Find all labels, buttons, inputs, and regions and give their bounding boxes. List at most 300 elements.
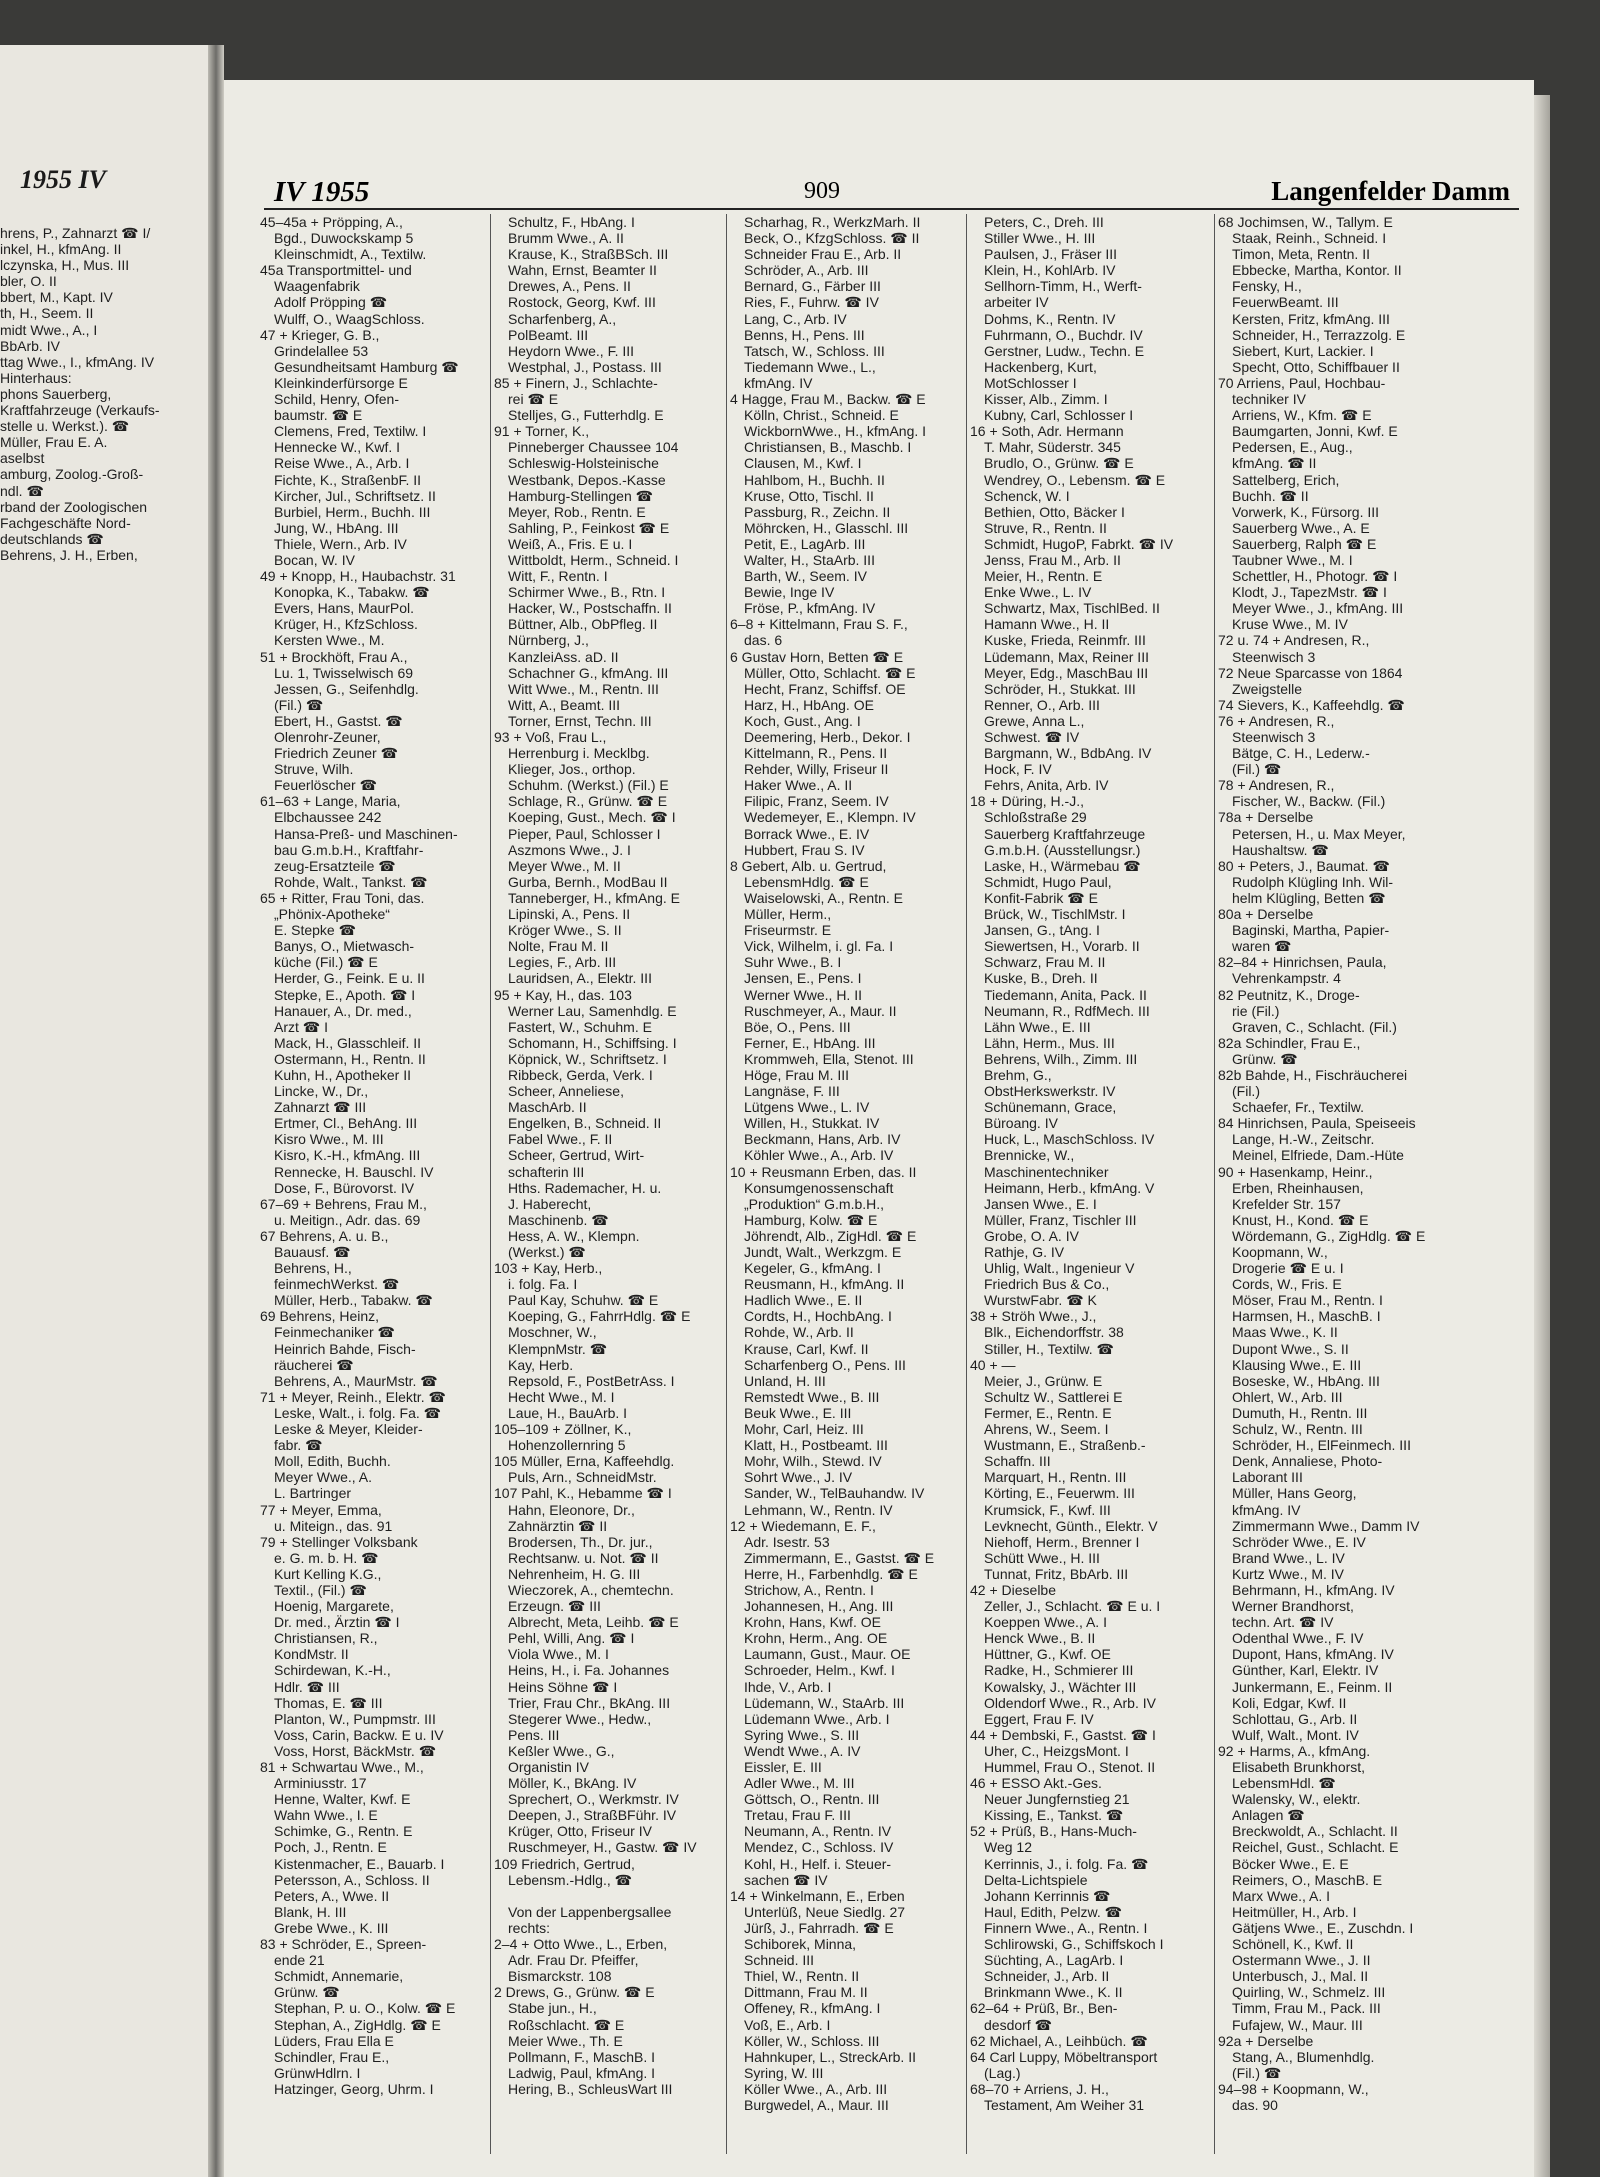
directory-entry: Wahn, Ernst, Beamter II (508, 262, 657, 279)
directory-entry: Möser, Frau M., Rentn. I (1232, 1292, 1383, 1309)
directory-entry: Lüdemann, Max, Reiner III (984, 648, 1149, 665)
directory-entry: Hansa-Preß- und Maschinen- (274, 825, 458, 842)
directory-entry: Lu. 1, Twisselwisch 69 (274, 664, 414, 681)
directory-entry: Jessen, G., Seifenhdlg. (274, 680, 419, 697)
directory-entry: Staak, Reinh., Schneid. I (1232, 230, 1387, 247)
directory-entry: Engelken, B., Schneid. II (508, 1115, 662, 1132)
directory-entry: Sahling, P., Feinkost ☎ E (508, 519, 670, 536)
directory-entry: Kruse Wwe., M. IV (1232, 616, 1348, 633)
directory-entry: Heydorn Wwe., F. III (508, 342, 635, 359)
directory-entry: Thiele, Wern., Arb. IV (274, 535, 407, 552)
directory-entry: LebensmHdl. ☎ (1232, 1775, 1336, 1792)
directory-entry: Krommweh, Ella, Stenot. III (744, 1050, 914, 1067)
directory-entry: Puls, Arn., SchneidMstr. (508, 1469, 657, 1486)
directory-entry: Ahrens, W., Seem. I (984, 1421, 1109, 1438)
directory-entry: Schirmer Wwe., B., Rtn. I (508, 584, 666, 601)
directory-entry: fabr. ☎ (274, 1437, 323, 1454)
directory-entry: Kircher, Jul., Schriftsetz. II (274, 487, 436, 504)
directory-entry: 92 + Harms, A., kfmAng. (1218, 1742, 1371, 1759)
directory-entry: das. 90 (1232, 2096, 1278, 2113)
directory-entry: Ertmer, Cl., BehAng. III (274, 1115, 418, 1132)
directory-entry: Hohenzollernring 5 (508, 1437, 626, 1454)
directory-entry: Uhlig, Walt., Ingenieur V (984, 1260, 1135, 1277)
directory-entry: Möller, K., BkAng. IV (508, 1775, 637, 1792)
directory-entry: Werner Brandhorst, (1232, 1598, 1354, 1615)
directory-entry: Henck Wwe., B. II (984, 1630, 1096, 1647)
directory-entry: 49 + Knopp, H., Haubachstr. 31 (260, 568, 456, 585)
column-divider (966, 214, 967, 2154)
left-page-entry: Behrens, J. H., Erben, (0, 546, 138, 563)
directory-entry: Rathje, G. IV (984, 1244, 1065, 1260)
directory-entry: Grewe, Anna L., (984, 712, 1085, 729)
directory-entry: Kistenmacher, E., Bauarb. I (274, 1855, 445, 1872)
directory-entry: 91 + Torner, K., (494, 423, 590, 440)
header-rule (264, 208, 1519, 210)
directory-entry: Möhrcken, H., Glasschl. III (744, 519, 909, 536)
directory-entry: Blank, H. III (274, 1903, 347, 1920)
directory-entry: Unterbusch, J., Mal. II (1232, 1968, 1369, 1985)
directory-entry: Ebbecke, Martha, Kontor. II (1232, 262, 1402, 279)
directory-entry: Kurt Kelling K.G., (274, 1565, 382, 1582)
directory-entry: Niehoff, Herm., Brenner I (984, 1533, 1140, 1550)
directory-entry: Moschner, W., (508, 1324, 597, 1341)
directory-entry: Wendt Wwe., A. IV (744, 1742, 861, 1759)
directory-entry: „Phönix-Apotheke“ (274, 906, 390, 923)
directory-entry: Pollmann, F., MaschB. I (508, 2048, 656, 2065)
directory-entry: 68 Jochimsen, W., Tallym. E (1218, 214, 1393, 230)
directory-entry: J. Haberecht, (508, 1195, 592, 1212)
directory-entry: Kruse, Otto, Tischl. II (744, 487, 874, 504)
directory-entry: 90 + Hasenkamp, Heinr., (1218, 1163, 1373, 1180)
directory-entry: Reimers, O., MaschB. E (1232, 1871, 1383, 1888)
directory-entry: Koeping, Gust., Mech. ☎ I (508, 809, 676, 826)
directory-entry: 83 + Schröder, E., Spreen- (260, 1936, 427, 1953)
directory-entry: Roßschlacht. ☎ E (508, 2016, 625, 2033)
directory-entry: Tiedemann, Anita, Pack. II (984, 986, 1147, 1003)
directory-entry: Passburg, R., Zeichn. II (744, 503, 891, 520)
directory-entry: Vick, Wilhelm, i. gl. Fa. I (744, 938, 894, 955)
directory-entry: Krohn, Herm., Ang. OE (744, 1630, 888, 1647)
directory-entry: Krefelder Str. 157 (1232, 1195, 1341, 1212)
directory-entry: Rechtsanw. u. Not. ☎ II (508, 1549, 659, 1566)
directory-entry: Meyer Wwe., A. (274, 1469, 373, 1486)
directory-entry: ObstHerkswerkstr. IV (984, 1083, 1116, 1100)
directory-entry: Lauridsen, A., Elektr. III (508, 970, 652, 987)
directory-entry: Voß, E., Arb. I (744, 2016, 831, 2033)
directory-entry: Ostermann Wwe., J. II (1232, 1952, 1371, 1969)
directory-entry: Tunnat, Fritz, BbArb. III (984, 1565, 1129, 1582)
directory-entry: (Fil.) ☎ (1232, 761, 1282, 778)
directory-entry: Timon, Meta, Rentn. II (1232, 246, 1370, 263)
directory-entry: 93 + Voß, Frau L., (494, 729, 607, 745)
directory-entry: Schultz W., Sattlerei E (984, 1388, 1123, 1405)
directory-entry: Hahn, Eleonore, Dr., (508, 1501, 635, 1518)
column-divider (726, 214, 727, 2154)
directory-entry: 82–84 + Hinrichsen, Paula, (1218, 954, 1387, 971)
directory-entry: Krüger, H., KfzSchloss. (274, 616, 418, 633)
directory-entry: Hacker, W., Postschaffn. II (508, 600, 672, 617)
directory-entry: 44 + Dembski, F., Gastst. ☎ I (970, 1726, 1156, 1743)
directory-entry: Weg 12 (984, 1839, 1032, 1856)
directory-entry: Johannesen, H., Ang. III (744, 1598, 894, 1615)
directory-entry: Laumann, Gust., Maur. OE (744, 1646, 911, 1663)
directory-entry: 62–64 + Prüß, Br., Ben- (970, 2000, 1118, 2017)
directory-entry: Aszmons Wwe., J. I (508, 841, 631, 858)
directory-entry: 72 u. 74 + Andresen, R., (1218, 632, 1370, 649)
directory-entry: Peters, A., Wwe. II (274, 1887, 390, 1904)
directory-entry: Hock, F. IV (984, 761, 1052, 778)
directory-entry: Herre, H., Farbenhdlg. ☎ E (744, 1565, 918, 1582)
page-header (224, 172, 1534, 208)
directory-entry: Beck, O., KfzgSchloss. ☎ II (744, 230, 920, 247)
directory-entry: „Produktion“ G.m.b.H., (744, 1195, 885, 1212)
directory-entry: Hahnkuper, L., StreckArb. II (744, 2048, 916, 2065)
left-page-entry: aselbst (0, 450, 45, 467)
directory-entry: kfmAng. IV (1232, 1501, 1301, 1518)
directory-entry: Steenwisch 3 (1232, 729, 1316, 745)
directory-entry: Suhr Wwe., B. I (744, 954, 842, 971)
directory-entry: Bewie, Inge IV (744, 584, 835, 601)
column-divider (1214, 214, 1215, 2154)
directory-entry: Kisro Wwe., M. III (274, 1131, 384, 1148)
directory-entry: Witt, F., Rentn. I (508, 568, 608, 585)
directory-entry: Jürß, J., Fahrradh. ☎ E (744, 1919, 894, 1936)
directory-entry: Harmsen, H., MaschB. I (1232, 1308, 1381, 1325)
directory-entry: Mohr, Wilh., Stewd. IV (744, 1453, 882, 1470)
directory-entry: Hdlr. ☎ III (274, 1678, 340, 1695)
directory-entry: Taubner Wwe., M. I (1232, 551, 1353, 568)
directory-entry: Jansen Wwe., E. I (984, 1195, 1097, 1212)
directory-entry: Cords, W., Fris. E (1232, 1276, 1342, 1293)
left-page-entry: Kraftfahrzeuge (Verkaufs- (0, 402, 160, 419)
directory-entry: Henne, Walter, Kwf. E (274, 1791, 411, 1808)
left-page-entry: midt Wwe., A., I (0, 321, 98, 338)
directory-entry: Fröse, P., kfmAng. IV (744, 600, 876, 617)
directory-entry: Unland, H. III (744, 1372, 826, 1389)
directory-entry: Vehrenkampstr. 4 (1232, 970, 1341, 987)
directory-entry: Fensky, H., (1232, 278, 1302, 295)
directory-entry: Grobe, O. A. IV (984, 1227, 1079, 1244)
directory-entry: kfmAng. ☎ II (1232, 455, 1317, 472)
directory-entry: 72 Neue Sparcasse von 1864 (1218, 664, 1403, 681)
directory-entry: Petersen, H., u. Max Meyer, (1232, 825, 1406, 842)
directory-entry: Torner, Ernst, Techn. III (508, 712, 652, 729)
directory-entry: Reichel, Gust., Schlacht. E (1232, 1839, 1399, 1856)
directory-entry: Klausing Wwe., E. III (1232, 1356, 1362, 1373)
left-page-entry: bbert, M., Kapt. IV (0, 289, 113, 306)
directory-entry: Sprechert, O., Werkmstr. IV (508, 1791, 679, 1808)
directory-entry: 78a + Derselbe (1218, 809, 1314, 826)
directory-entry: 62 Michael, A., Leihbüch. ☎ (970, 2032, 1148, 2049)
directory-entry: Beckmann, Hans, Arb. IV (744, 1131, 901, 1148)
directory-entry: Zahnarzt ☎ III (274, 1099, 367, 1116)
directory-entry: Peters, C., Dreh. III (984, 214, 1104, 230)
directory-entry: (Fil.) (1232, 1083, 1260, 1100)
directory-entry: Von der Lappenbergsallee (508, 1903, 672, 1920)
directory-entry: Wahn Wwe., I. E (274, 1807, 378, 1824)
directory-entry: rechts: (508, 1919, 551, 1936)
directory-entry: Schloßstraße 29 (984, 809, 1087, 826)
directory-entry: Kuhn, H., Apotheker II (274, 1066, 411, 1083)
directory-entry: Schenck, W. I (984, 487, 1070, 504)
directory-entry: Schomann, H., Schiffsing. I (508, 1034, 677, 1051)
directory-entry: Unterlüß, Neue Siedlg. 27 (744, 1903, 906, 1920)
directory-entry: Schulz, W., Rentn. III (1232, 1421, 1363, 1438)
directory-entry: Kisro, K.-H., kfmAng. III (274, 1147, 421, 1164)
directory-entry: Bgd., Duwockskamp 5 (274, 230, 414, 247)
directory-entry: Delta-Lichtspiele (984, 1871, 1088, 1888)
directory-entry: Brehm, G., (984, 1066, 1052, 1083)
directory-entry: Witt, A., Beamt. III (508, 696, 621, 713)
directory-entry: Pens. III (508, 1726, 560, 1743)
directory-entry: Hering, B., SchleusWart III (508, 2080, 673, 2097)
directory-entry: Heinrich Bahde, Fisch- (274, 1340, 416, 1357)
directory-entry: Syring Wwe., S. III (744, 1726, 860, 1743)
directory-entry: Christiansen, B., Maschb. I (744, 439, 912, 456)
directory-entry: 82a Schindler, Frau E., (1218, 1034, 1361, 1051)
directory-entry: Stegerer Wwe., Hedw., (508, 1710, 652, 1727)
directory-entry: Burbiel, Herm., Buchh. III (274, 503, 431, 520)
directory-entry: 42 + Dieselbe (970, 1581, 1057, 1598)
directory-entry: L. Bartringer (274, 1485, 352, 1502)
directory-entry: Ruschmeyer, A., Maur. II (744, 1002, 897, 1019)
directory-entry: techniker IV (1232, 391, 1306, 408)
directory-entry: Schütt Wwe., H. III (984, 1549, 1100, 1566)
directory-entry: Blk., Eichendorffstr. 38 (984, 1324, 1124, 1341)
directory-entry: Drogerie ☎ E u. I (1232, 1260, 1344, 1277)
directory-entry: Baginski, Martha, Papier- (1232, 922, 1390, 939)
directory-entry: Rohde, Walt., Tankst. ☎ (274, 873, 428, 890)
directory-entry: 10 + Reusmann Erben, das. II (730, 1163, 917, 1180)
directory-entry: Hadlich Wwe., E. II (744, 1292, 863, 1309)
directory-entry: Struve, R., Rentn. II (984, 519, 1107, 536)
left-page (0, 45, 208, 2177)
left-page-entry: hrens, P., Zahnarzt ☎ I/ (0, 225, 151, 241)
directory-entry: Cordts, H., HochbAng. I (744, 1308, 892, 1325)
directory-entry: Oldendorf Wwe., R., Arb. IV (984, 1694, 1156, 1711)
directory-entry: Baumgarten, Jonni, Kwf. E (1232, 423, 1398, 440)
directory-entry: Laue, H., BauArb. I (508, 1404, 628, 1421)
directory-entry: Böcker Wwe., E. E (1232, 1855, 1349, 1872)
directory-entry: Müller, Hans Georg, (1232, 1485, 1357, 1502)
directory-entry: Schild, Henry, Ofen- (274, 391, 400, 408)
directory-entry: Kittelmann, R., Pens. II (744, 745, 888, 762)
directory-entry: Hamburg-Stellingen ☎ (508, 487, 654, 504)
directory-entry: Neumann, A., Rentn. IV (744, 1823, 892, 1840)
directory-entry: Haker Wwe., A. II (744, 777, 853, 794)
directory-entry: Hoenig, Margarete, (274, 1598, 394, 1615)
directory-entry: Jansen, G., tAng. I (984, 922, 1100, 939)
directory-entry: Schlage, R., Grünw. ☎ E (508, 793, 668, 810)
directory-entry: Lütgens Wwe., L. IV (744, 1099, 870, 1116)
directory-entry: Nürnberg, J., (508, 632, 589, 649)
directory-entry: Hummel, Frau O., Stenot. II (984, 1759, 1156, 1775)
directory-entry: 40 + — (970, 1356, 1016, 1373)
directory-entry: Wulff, O., WaagSchloss. (274, 310, 425, 327)
directory-entry: Schettler, H., Photogr. ☎ I (1232, 568, 1398, 585)
directory-entry: Friedrich Bus & Co., (984, 1276, 1110, 1293)
directory-entry: Fastert, W., Schuhm. E (508, 1018, 652, 1035)
directory-entry: Planton, W., Pumpmstr. III (274, 1710, 436, 1727)
directory-entry: 45–45a + Pröpping, A., (260, 214, 403, 230)
directory-entry: Dupont, Hans, kfmAng. IV (1232, 1646, 1394, 1663)
directory-entry: Jöhrendt, Alb., ZigHdl. ☎ E (744, 1227, 917, 1244)
directory-entry: Bethien, Otto, Bäcker I (984, 503, 1125, 520)
directory-entry: Kleinschmidt, A., Textilw. (274, 246, 427, 263)
directory-entry: Krumsick, F., Kwf. III (984, 1501, 1111, 1518)
directory-entry: WurstwFabr. ☎ K (984, 1292, 1097, 1309)
directory-entry: Konopka, K., Tabakw. ☎ (274, 584, 430, 601)
directory-entry: Rudolph Klügling Inh. Wil- (1232, 873, 1394, 890)
directory-entry: Herrenburg i. Mecklbg. (508, 745, 650, 762)
directory-entry: i. folg. Fa. I (508, 1276, 578, 1293)
directory-entry: Koopmann, W., (1232, 1244, 1328, 1260)
directory-entry: Adler Wwe., M. III (744, 1775, 855, 1792)
directory-entry: Kurtz Wwe., M. IV (1232, 1565, 1345, 1582)
directory-entry: Müller, Herm., (744, 906, 832, 923)
directory-entry: Uher, C., HeizgsMont. I (984, 1742, 1129, 1759)
directory-entry: Adr. Frau Dr. Pfeiffer, (508, 1952, 639, 1969)
directory-entry: 107 Pahl, K., Hebamme ☎ I (494, 1485, 672, 1502)
directory-entry: Fehrs, Anita, Arb. IV (984, 777, 1109, 794)
book-gutter (208, 45, 224, 2177)
right-page (224, 80, 1534, 2177)
directory-entry: 71 + Meyer, Reinh., Elektr. ☎ (260, 1388, 446, 1405)
directory-entry: Hess, A. W., Klempn. (508, 1227, 640, 1244)
directory-entry: 67–69 + Behrens, Frau M., (260, 1195, 427, 1212)
directory-entry: Olenrohr-Zeuner, (274, 729, 381, 745)
directory-entry: Willen, H., Stukkat. IV (744, 1115, 880, 1132)
directory-entry: 68–70 + Arriens, J. H., (970, 2080, 1109, 2097)
directory-entry: Brumm Wwe., A. II (508, 230, 624, 247)
directory-entry: Müller, Franz, Tischler III (984, 1211, 1137, 1228)
directory-entry: T. Mahr, Süderstr. 345 (984, 439, 1121, 456)
directory-entry: Pehl, Willi, Ang. ☎ I (508, 1630, 635, 1647)
directory-entry: Benns, H., Pens. III (744, 326, 865, 343)
directory-entry: Krause, Carl, Kwf. II (744, 1340, 869, 1357)
directory-entry: Schimke, G., Rentn. E (274, 1823, 413, 1840)
directory-entry: Maschinentechniker (984, 1163, 1109, 1180)
directory-entry: 109 Friedrich, Gertrud, (494, 1855, 635, 1872)
directory-entry: 12 + Wiedemann, E. F., (730, 1517, 876, 1534)
directory-entry: Dumuth, H., Rentn. III (1232, 1404, 1368, 1421)
directory-entry: Böe, O., Pens. III (744, 1018, 851, 1035)
directory-entry: Enke Wwe., L. IV (984, 584, 1092, 601)
directory-entry: Graven, C., Schlacht. (Fil.) (1232, 1018, 1397, 1035)
directory-entry: Petersson, A., Schloss. II (274, 1871, 430, 1888)
directory-entry: Kuske, B., Dreh. II (984, 970, 1098, 987)
directory-entry: Sattelberg, Erich, (1232, 471, 1340, 488)
directory-entry: 51 + Brockhöft, Frau A., (260, 648, 408, 665)
directory-entry: Dupont Wwe., S. II (1232, 1340, 1349, 1357)
directory-entry: Süchting, A., LagArb. I (984, 1952, 1124, 1969)
directory-entry: Sander, W., TelBauhandw. IV (744, 1485, 925, 1502)
directory-entry: Reusmann, H., kfmAng. II (744, 1276, 905, 1293)
directory-entry: Zweigstelle (1232, 680, 1303, 697)
directory-entry: Scharfenberg, A., (508, 310, 617, 327)
directory-entry: e. G. m. b. H. ☎ (274, 1549, 379, 1566)
directory-entry: Organistin IV (508, 1759, 589, 1775)
directory-entry: Adolf Pröpping ☎ (274, 294, 388, 311)
directory-entry: Schleswig-Holsteinische (508, 455, 659, 472)
directory-entry: 76 + Andresen, R., (1218, 712, 1335, 729)
directory-entry: Neumann, R., RdfMech. III (984, 1002, 1150, 1019)
directory-entry: Hecht, Franz, Schiffsf. OE (744, 680, 906, 697)
directory-entry: Clausen, M., Kwf. I (744, 455, 862, 472)
directory-entry: u. Meitign., Adr. das. 69 (274, 1211, 421, 1228)
directory-entry: Schröder, A., Arb. III (744, 262, 869, 279)
directory-entry: Eissler, E. III (744, 1759, 822, 1775)
directory-entry: 4 Hagge, Frau M., Backw. ☎ E (730, 391, 926, 408)
directory-entry: Leske, Walt., i. folg. Fa. ☎ (274, 1404, 442, 1421)
directory-entry: Timm, Frau M., Pack. III (1232, 2000, 1381, 2017)
directory-entry: Arminiusstr. 17 (274, 1775, 367, 1792)
directory-entry: Stabe jun., H., (508, 2000, 597, 2017)
directory-entry: Schaefer, Fr., Textilw. (1232, 1099, 1365, 1116)
directory-entry: Heins Söhne ☎ I (508, 1678, 618, 1695)
left-page-entry: lczynska, H., Mus. III (0, 257, 130, 274)
directory-entry: Nolte, Frau M. II (508, 938, 609, 955)
directory-entry: ende 21 (274, 1952, 325, 1969)
directory-entry: 80 + Peters, J., Baumat. ☎ (1218, 857, 1390, 874)
directory-entry: Wustmann, E., Straßenb.- (984, 1437, 1146, 1454)
directory-entry: Lebensm.-Hdlg., ☎ (508, 1871, 633, 1888)
directory-entry: Meier, J., Grünw. E (984, 1372, 1103, 1389)
directory-entry: 46 + ESSO Akt.-Ges. (970, 1775, 1102, 1792)
directory-entry: Dohms, K., Rentn. IV (984, 310, 1116, 327)
directory-entry: Hamburg, Kolw. ☎ E (744, 1211, 878, 1228)
directory-entry: Offeney, R., kfmAng. I (744, 2000, 881, 2017)
directory-entry: Schindler, Frau E., (274, 2048, 390, 2065)
directory-entry: Koeping, G., FahrrHdlg. ☎ E (508, 1308, 691, 1325)
directory-column-5 (1218, 214, 1518, 2113)
directory-entry: PolBeamt. III (508, 326, 589, 343)
directory-entry: Borrack Wwe., E. IV (744, 825, 870, 842)
directory-entry: Lüdemann, W., StaArb. III (744, 1694, 905, 1711)
directory-entry: Strichow, A., Rentn. I (744, 1581, 874, 1598)
directory-entry: Kisser, Alb., Zimm. I (984, 391, 1108, 408)
left-page-entry: Müller, Frau E. A. (0, 434, 108, 451)
directory-entry: Hackenberg, Kurt, (984, 358, 1097, 375)
directory-entry: Friseurmstr. E (744, 922, 832, 939)
directory-entry: Schirdewan, K.-H., (274, 1662, 391, 1679)
left-page-entry: ttag Wwe., I., kfmAng. IV (0, 353, 155, 370)
directory-entry: Westphal, J., Postass. III (508, 358, 662, 375)
directory-entry: schafterin III (508, 1163, 585, 1180)
directory-entry: Elisabeth Brunkhorst, (1232, 1759, 1366, 1775)
directory-entry: Stephan, P. u. O., Kolw. ☎ E (274, 2000, 456, 2017)
directory-entry: KlempnMstr. ☎ (508, 1340, 608, 1357)
directory-entry: Brennicke, W., (984, 1147, 1075, 1164)
directory-entry: 64 Carl Luppy, Möbeltransport (970, 2048, 1158, 2065)
directory-entry: (Lag.) (984, 2064, 1021, 2081)
directory-entry: Kerrinnis, J., i. folg. Fa. ☎ (984, 1855, 1149, 1872)
directory-entry: Thiel, W., Rentn. II (744, 1968, 860, 1985)
directory-entry: Schönell, K., Kwf. II (1232, 1936, 1354, 1953)
directory-entry: u. Miteign., das. 91 (274, 1517, 393, 1534)
directory-entry: Kissing, E., Tankst. ☎ (984, 1807, 1124, 1824)
directory-entry: Mack, H., Glasschleif. II (274, 1034, 422, 1051)
directory-entry: G.m.b.H. (Ausstellungsr.) (984, 841, 1141, 858)
left-page-entry: th, H., Seem. II (0, 305, 94, 322)
directory-entry: Zimmermann Wwe., Damm IV (1232, 1517, 1420, 1534)
directory-entry: Fichte, K., StraßenbF. II (274, 471, 422, 488)
directory-entry: 70 Arriens, Paul, Hochbau- (1218, 374, 1386, 391)
directory-entry: Müller, Otto, Schlacht. ☎ E (744, 664, 916, 681)
directory-entry: Brück, W., TischlMstr. I (984, 906, 1126, 923)
directory-entry: Petit, E., LagArb. III (744, 535, 866, 552)
directory-entry: Grindelallee 53 (274, 342, 369, 359)
